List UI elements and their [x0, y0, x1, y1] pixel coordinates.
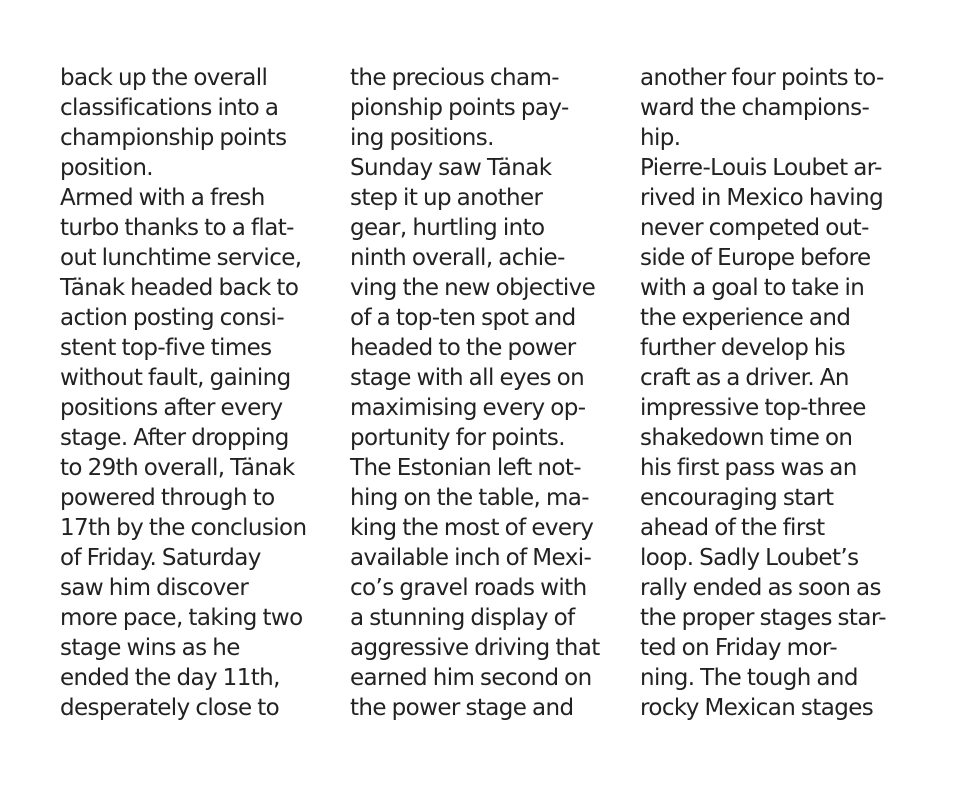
- text-line: more pace, taking two: [60, 605, 303, 631]
- text-line: the proper stages star-: [640, 605, 886, 631]
- text-line: stent top-five times: [60, 335, 272, 361]
- text-line: ving the new objective: [350, 275, 596, 301]
- text-line: ted on Friday mor-: [640, 635, 838, 661]
- text-line: rally ended as soon as: [640, 575, 881, 601]
- text-line: to 29th overall, Tänak: [60, 455, 295, 481]
- text-line: loop. Sadly Loubet’s: [640, 545, 859, 571]
- text-column-2: [350, 63, 635, 723]
- text-line: Pierre-Louis Loubet ar-: [640, 155, 882, 181]
- text-line: gear, hurtling into: [350, 215, 545, 241]
- text-line: step it up another: [350, 185, 543, 211]
- text-line: co’s gravel roads with: [350, 575, 587, 601]
- text-line: the experience and: [640, 305, 851, 331]
- text-line: of Friday. Saturday: [60, 545, 261, 571]
- text-line: impressive top-three: [640, 395, 866, 421]
- text-line: with a goal to take in: [640, 275, 865, 301]
- text-line: desperately close to: [60, 695, 280, 721]
- text-column-3: [640, 63, 925, 723]
- text-line: Sunday saw Tänak: [350, 155, 552, 181]
- text-line: classifications into a: [60, 95, 279, 121]
- text-line: ninth overall, achie-: [350, 245, 565, 271]
- text-line: position.: [60, 155, 154, 181]
- text-line: a stunning display of: [350, 605, 575, 631]
- text-line: earned him second on: [350, 665, 592, 691]
- text-line: Tänak headed back to: [60, 275, 299, 301]
- text-line: headed to the power: [350, 335, 576, 361]
- text-line: craft as a driver. An: [640, 365, 849, 391]
- text-line: powered through to: [60, 485, 275, 511]
- text-line: without fault, gaining: [60, 365, 291, 391]
- text-line: out lunchtime service,: [60, 245, 302, 271]
- text-line: maximising every op-: [350, 395, 586, 421]
- text-line: rived in Mexico having: [640, 185, 884, 211]
- text-line: portunity for points.: [350, 425, 565, 451]
- text-line: ward the champions-: [640, 95, 870, 121]
- text-line: stage. After dropping: [60, 425, 289, 451]
- text-line: side of Europe before: [640, 245, 871, 271]
- text-line: 17th by the conclusion: [60, 515, 307, 541]
- text-line: championship points: [60, 125, 287, 151]
- text-line: Armed with a fresh: [60, 185, 265, 211]
- text-line: hing on the table, ma-: [350, 485, 589, 511]
- text-line: stage wins as he: [60, 635, 240, 661]
- text-line: available inch of Mexi-: [350, 545, 592, 571]
- text-line: pionship points pay-: [350, 95, 569, 121]
- text-line: another four points to-: [640, 65, 884, 91]
- text-line: stage with all eyes on: [350, 365, 585, 391]
- text-line: never competed out-: [640, 215, 869, 241]
- text-line: aggressive driving that: [350, 635, 600, 661]
- text-line: the precious cham-: [350, 65, 559, 91]
- text-line: encouraging start: [640, 485, 834, 511]
- text-line: The Estonian left not-: [350, 455, 581, 481]
- text-line: ended the day 11th,: [60, 665, 280, 691]
- text-line: saw him discover: [60, 575, 249, 601]
- text-line: back up the overall: [60, 65, 268, 91]
- text-line: positions after every: [60, 395, 283, 421]
- text-line: ahead of the first: [640, 515, 825, 541]
- text-line: rocky Mexican stages: [640, 695, 874, 721]
- text-line: further develop his: [640, 335, 846, 361]
- text-line: his first pass was an: [640, 455, 857, 481]
- text-line: shakedown time on: [640, 425, 853, 451]
- text-line: action posting consi-: [60, 305, 285, 331]
- text-line: of a top-ten spot and: [350, 305, 576, 331]
- text-column-1: [60, 63, 345, 723]
- text-line: turbo thanks to a flat-: [60, 215, 294, 241]
- text-line: the power stage and: [350, 695, 574, 721]
- text-line: hip.: [640, 125, 681, 151]
- text-line: ning. The tough and: [640, 665, 858, 691]
- text-line: king the most of every: [350, 515, 594, 541]
- text-line: ing positions.: [350, 125, 494, 151]
